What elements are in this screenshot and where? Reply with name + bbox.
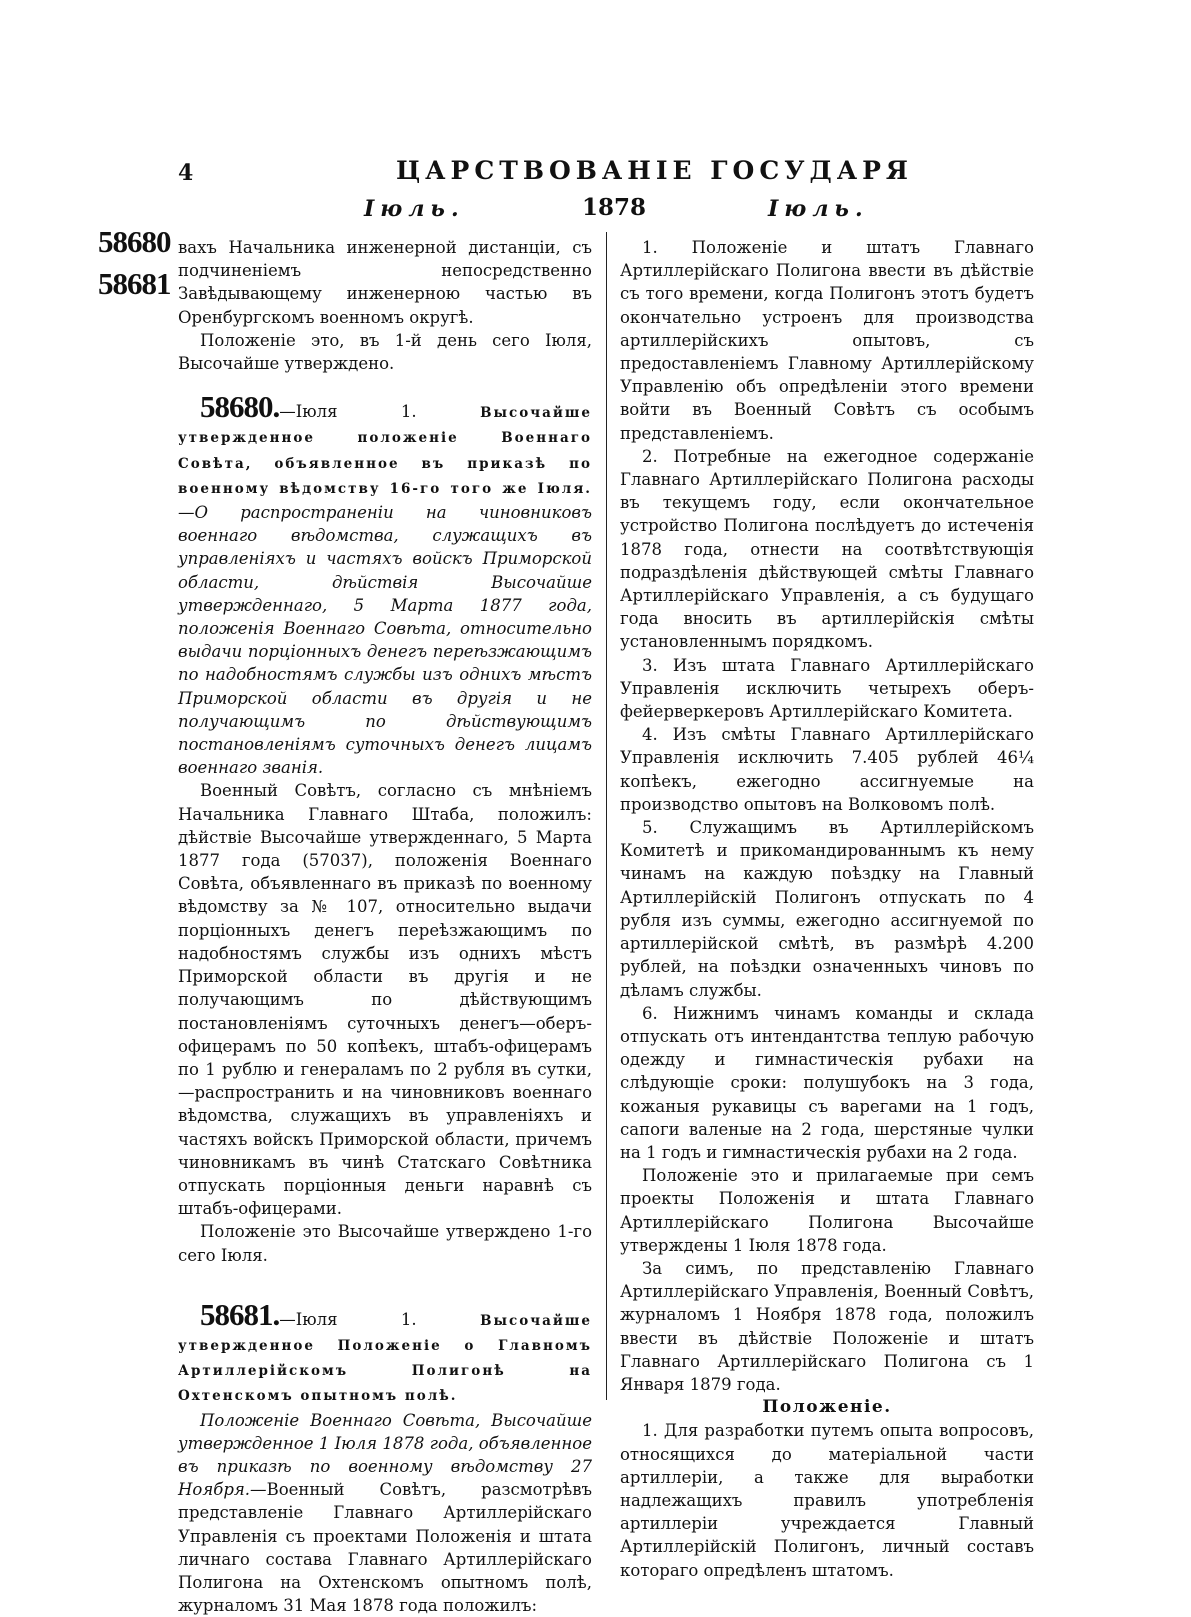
entry-58681-header bbox=[178, 1296, 592, 1409]
clause-3: 3. Изъ штата Главнаго Артиллерійскаго Управленія исключить четырехъ оберъ-фейерверкеровъ Артиллерійскаго Комитета. bbox=[620, 655, 1034, 722]
entry-title: Высочайше утвержденное Положеніе о Главномъ Артиллерійскомъ Полигонѣ на Охтенскомъ опытномъ полѣ. bbox=[178, 1312, 592, 1405]
council-decision: За симъ, по представленію Главнаго Артиллерійскаго Управленія, Военный Совѣтъ, журналомъ 1 Ноября 1878 года, положилъ ввести въ дѣйствіе Положеніе и штатъ Главнаго Артиллерійскаго Полигона съ 1 Января 1879 года. bbox=[620, 1258, 1034, 1394]
clause-5: 5. Служащимъ въ Артиллерійскомъ Комитетѣ и прикомандированнымъ къ нему чинамъ на каждую поѣздку на Главный Артиллерійскій Полигонъ отпускать по 4 рубля изъ суммы, ежегодно ассигнуемой по артиллерійской смѣтѣ, въ размѣрѣ 4.200 рублей, на поѣздки означенныхъ чиновъ по дѣламъ службы. bbox=[620, 818, 1034, 1000]
entry-summary: —О распространеніи на чиновниковъ военнаго вѣдомства, служащихъ въ управленіяхъ и частяхъ войскъ Приморской области, дѣйствія Высочайше утвержденнаго, 5 Марта 1877 года, положенія Военнаго Совѣта, относительно выдачи порціонныхъ денегъ переѣзжающимъ по надобностямъ службы изъ однихъ мѣстъ Приморской области въ другія и не получающимъ по дѣйствующимъ постановленіямъ суточныхъ денегъ лицамъ военнаго званія. bbox=[178, 503, 592, 778]
regulation-clause-1: 1. Для разработки путемъ опыта вопросовъ, относящихся до матеріальной части артиллеріи, а также для выработки надлежащихъ правилъ употребленія артиллеріи учреждается Главный Артиллерійскій Полигонъ, личный составъ котораго опредѣленъ штатомъ. bbox=[620, 1421, 1034, 1580]
entry-summary: Положеніе Военнаго Совѣта, Высочайше утвержденное 1 Іюля 1878 года, объявленное въ приказѣ по военному вѣдомству 27 Ноября.— bbox=[178, 1410, 592, 1500]
entry-58680-header bbox=[178, 389, 592, 779]
clause-1: 1. Положеніе и штатъ Главнаго Артиллерійскаго Полигона ввести въ дѣйствіе съ того времени, когда Полигонъ этотъ будетъ окончательно устроенъ для производства артиллерійскихъ опытовъ, съ предоставленіемъ Главному Артиллерійскому Управленію объ опредѣленіи этого времени войти въ Военный Совѣтъ съ особымъ представленіемъ. bbox=[620, 238, 1034, 443]
clause-2: 2. Потребные на ежегодное содержаніе Главнаго Артиллерійскаго Полигона расходы въ текущемъ году, если окончательное устройство Полигона послѣдуетъ до истеченія 1878 года, отнести на соотвѣтствующія подраздѣленія дѣйствующей смѣты Главнаго Артиллерійскаго Управленія, а съ будущаго года вносить въ артиллерійскія смѣты установленнымъ порядкомъ. bbox=[620, 446, 1034, 652]
month-right: Іюль. bbox=[768, 196, 869, 222]
month-left: Іюль. bbox=[364, 196, 465, 222]
section-heading: Положеніе. bbox=[762, 1397, 892, 1418]
approval-paragraph: Положеніе это и прилагаемые при семъ проекты Положенія и штата Главнаго Артиллерійскаго Полигона Высочайше утверждены 1 Іюля 1878 года. bbox=[620, 1166, 1034, 1255]
entry-58680-approval: Положеніе это Высочайше утверждено 1-го сего Іюля. bbox=[178, 1222, 592, 1265]
entry-number: 58681. bbox=[200, 1296, 280, 1332]
year: 1878 bbox=[582, 194, 647, 221]
left-column bbox=[178, 236, 592, 1617]
margin-number-58681: 58681 bbox=[98, 266, 171, 301]
entry-58680-body: Военный Совѣтъ, согласно съ мнѣніемъ Начальника Главнаго Штаба, положилъ: дѣйствіе Высочайше утвержденнаго, 5 Марта 1877 года (57037), положенія Военнаго Совѣта, объявленнаго въ приказѣ по военному вѣдомству за № 107, относительно выдачи порціонныхъ денегъ переѣзжающимъ по надобностямъ службы изъ однихъ мѣстъ Приморской области въ другія и не получающимъ по дѣйствующимъ постановленіямъ суточныхъ денегъ—оберъ-офицерамъ по 50 копѣекъ, штабъ-офицерамъ по 1 рублю и генераламъ по 2 рубля въ сутки,—распространить и на чиновниковъ военнаго вѣдомства, служащихъ въ управленіяхъ и частяхъ войскъ Приморской области, причемъ чиновникамъ въ чинѣ Статскаго Совѣтника отпускать порціонныя деньги наравнѣ съ штабъ-офицерами. bbox=[178, 781, 592, 1219]
entry-date: —Іюля 1. bbox=[279, 1309, 417, 1329]
entry-body: Военный Совѣтъ, разсмотрѣвъ представленіе Главнаго Артиллерійскаго Управленія съ проектами Положенія и штата личнаго состава Главнаго Артиллерійскаго Полигона на Охтенскомъ опытномъ полѣ, журналомъ 31 Мая 1878 года положилъ: bbox=[178, 1480, 592, 1616]
continued-text: вахъ Начальника инженерной дистанціи, съ подчиненіемъ непосредственно Завѣдывающему инженерною частью въ Оренбургскомъ военномъ округѣ. bbox=[178, 238, 592, 327]
entry-title: Высочайше утвержденное положеніе Военнаго Совѣта, объявленное въ приказѣ по военному вѣдомству 16-го того же Іюля. bbox=[178, 405, 592, 497]
approval-note: Положеніе это, въ 1-й день сего Іюля, Высочайше утверждено. bbox=[178, 330, 592, 374]
entry-58681-summary bbox=[178, 1409, 592, 1617]
entry-number: 58680. bbox=[200, 389, 280, 425]
clause-6: 6. Нижнимъ чинамъ команды и склада отпускать отъ интендантства теплую рабочую одежду и гимнастическія рубахи на слѣдующіе сроки: полушубокъ на 3 года, кожаныя рукавицы съ варегами на 1 годъ, сапоги валеные на 2 года, шерстяные чулки на 1 годъ и гимнастическія рубахи на 2 года. bbox=[620, 1003, 1034, 1162]
clause-4: 4. Изъ смѣты Главнаго Артиллерійскаго Управленія исключить 7.405 рублей 46¼ копѣекъ, ежегодно ассигнуемые на производство опытовъ на Волковомъ полѣ. bbox=[620, 725, 1034, 814]
page-number: 4 bbox=[178, 160, 194, 186]
running-title: ЦАРСТВОВАНІЕ ГОСУДАРЯ bbox=[396, 156, 913, 185]
entry-date: —Іюля 1. bbox=[279, 402, 417, 422]
margin-number-58680: 58680 bbox=[98, 224, 171, 259]
right-column bbox=[620, 236, 1034, 1582]
column-divider bbox=[606, 232, 607, 1400]
